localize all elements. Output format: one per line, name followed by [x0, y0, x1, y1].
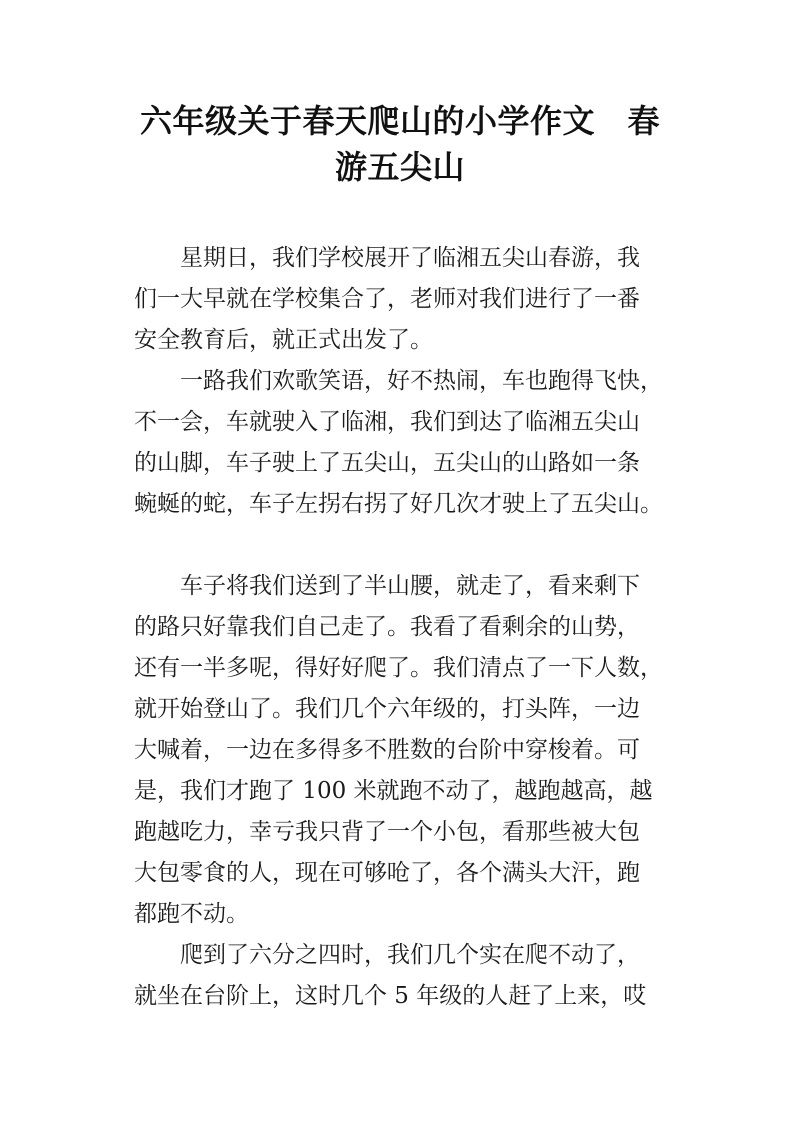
- paragraph: [134, 361, 674, 525]
- text-line: 的路只好靠我们自己走了。我看了看剩余的山势，: [134, 614, 640, 640]
- text-line: 大喊着，一边在多得多不胜数的台阶中穿梭着。可: [134, 737, 640, 763]
- text-line: 就坐在台阶上，这时几个 5 年级的人赶了上来，哎: [134, 983, 647, 1009]
- paragraph: [134, 935, 674, 1017]
- text-line: 大包零食的人，现在可够呛了，各个满头大汗，跑: [134, 860, 640, 886]
- text-line: 蜿蜒的蛇，车子左拐右拐了好几次才驶上了五尖山。: [134, 491, 663, 517]
- title-line: 六年级关于春天爬山的小学作文 春: [139, 102, 660, 140]
- text-line: 们一大早就在学校集合了，老师对我们进行了一番: [134, 286, 640, 312]
- text-line: 是，我们才跑了 100 米就跑不动了，越跑越高，越: [134, 778, 653, 804]
- text-line: 的山脚，车子驶上了五尖山，五尖山的山路如一条: [134, 450, 640, 476]
- title-line: 游五尖山: [334, 148, 465, 186]
- text-line: 还有一半多呢，得好好爬了。我们清点了一下人数，: [134, 655, 663, 681]
- text-line: 都跑不动。: [134, 901, 249, 927]
- page-title: [100, 98, 700, 190]
- paragraph: [134, 238, 674, 361]
- text-line: 安全教育后，就正式出发了。: [134, 327, 433, 353]
- text-line: 不一会，车就驶入了临湘，我们到达了临湘五尖山: [134, 409, 640, 435]
- text-line: 就开始登山了。我们几个六年级的，打头阵，一边: [134, 696, 640, 722]
- text-line: 一路我们欢歌笑语，好不热闹，车也跑得飞快，: [180, 368, 663, 394]
- text-line: 星期日，我们学校展开了临湘五尖山春游，我: [180, 245, 640, 271]
- paragraph: [134, 566, 674, 935]
- paragraph-spacer: [134, 525, 674, 566]
- text-line: 爬到了六分之四时，我们几个实在爬不动了，: [180, 942, 640, 968]
- text-line: 跑越吃力，幸亏我只背了一个小包，看那些被大包: [134, 819, 640, 845]
- text-line: 车子将我们送到了半山腰，就走了，看来剩下: [180, 573, 640, 599]
- essay-body: [134, 238, 674, 1017]
